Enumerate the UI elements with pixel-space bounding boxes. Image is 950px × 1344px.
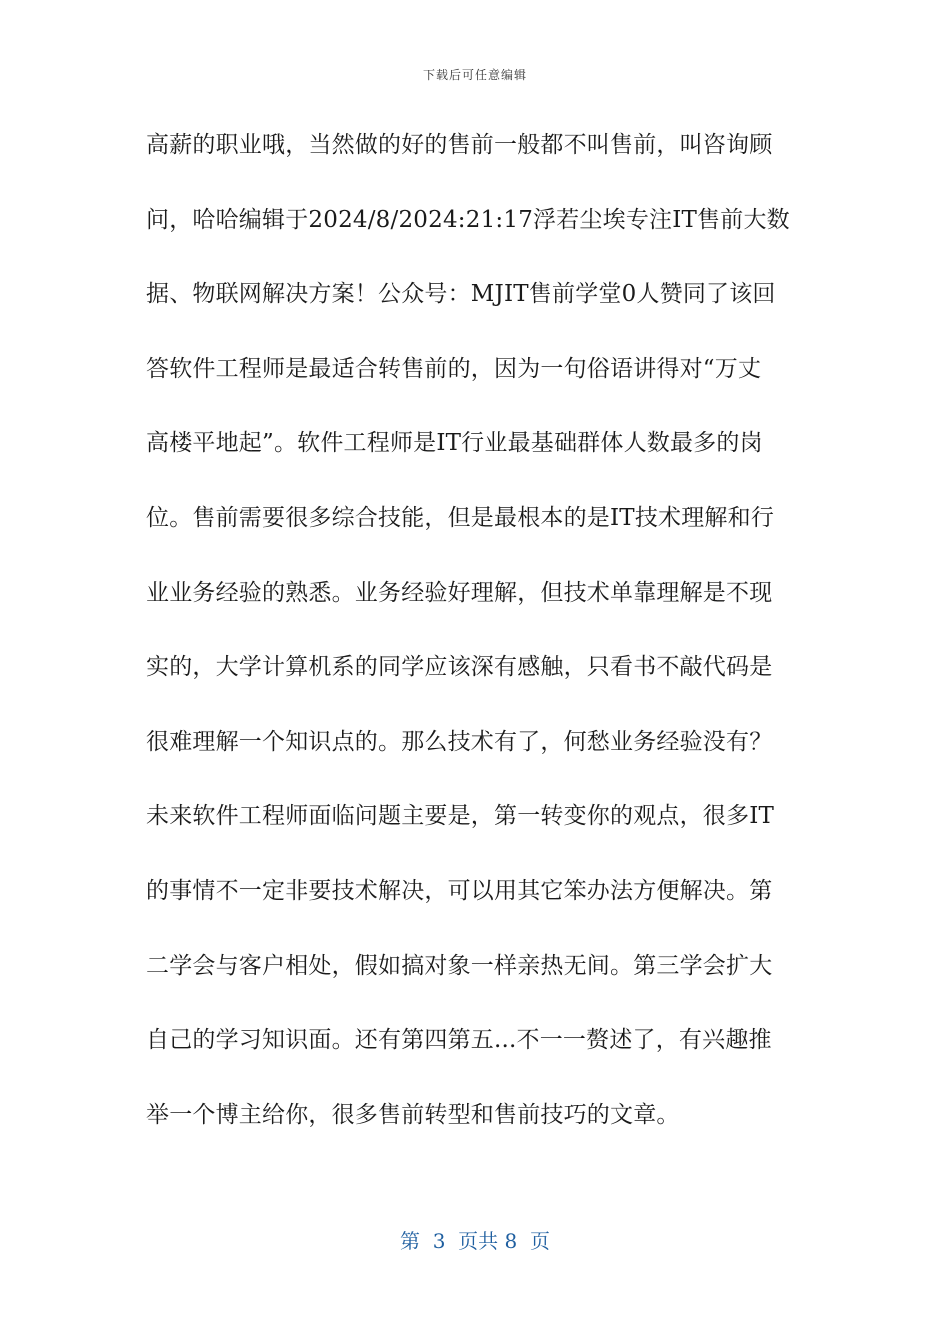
text-line: 二学会与客户相处，假如搞对象一样亲热无间。第三学会扩大 bbox=[146, 952, 773, 979]
page-number: 第 3 页共 8 页 bbox=[400, 1229, 550, 1253]
text-line: 位。售前需要很多综合技能，但是最根本的是IT技术理解和行 bbox=[146, 504, 775, 531]
text-line: 高楼平地起”。软件工程师是IT行业最基础群体人数最多的岗 bbox=[146, 430, 763, 457]
text-line: 举一个博主给你，很多售前转型和售前技巧的文章。 bbox=[146, 1101, 680, 1128]
text-line: 很难理解一个知识点的。那么技术有了，何愁业务经验没有？ bbox=[146, 728, 773, 755]
document-body bbox=[146, 121, 806, 1165]
text-line: 未来软件工程师面临问题主要是，第一转变你的观点，很多IT bbox=[146, 803, 775, 830]
text-line: 实的，大学计算机系的同学应该深有感触，只看书不敲代码是 bbox=[146, 654, 773, 681]
text-line: 据、物联网解决方案！公众号：MJIT售前学堂0人赞同了该回 bbox=[146, 281, 776, 308]
text-line: 自己的学习知识面。还有第四第五...不一一赘述了，有兴趣推 bbox=[146, 1027, 772, 1054]
text-line: 的事情不一定非要技术解决，可以用其它笨办法方便解决。第 bbox=[146, 877, 773, 904]
page-header-note: 下载后可任意编辑 bbox=[422, 68, 527, 82]
text-line: 答软件工程师是最适合转售前的，因为一句俗语讲得对“万丈 bbox=[146, 355, 762, 382]
text-line: 业业务经验的熟悉。业务经验好理解，但技术单靠理解是不现 bbox=[146, 579, 773, 606]
text-line: 问，哈哈编辑于2024/8/2024:21:17浮若尘埃专注IT售前大数 bbox=[146, 206, 790, 233]
text-line: 高薪的职业哦，当然做的好的售前一般都不叫售前，叫咨询顾 bbox=[146, 132, 773, 158]
